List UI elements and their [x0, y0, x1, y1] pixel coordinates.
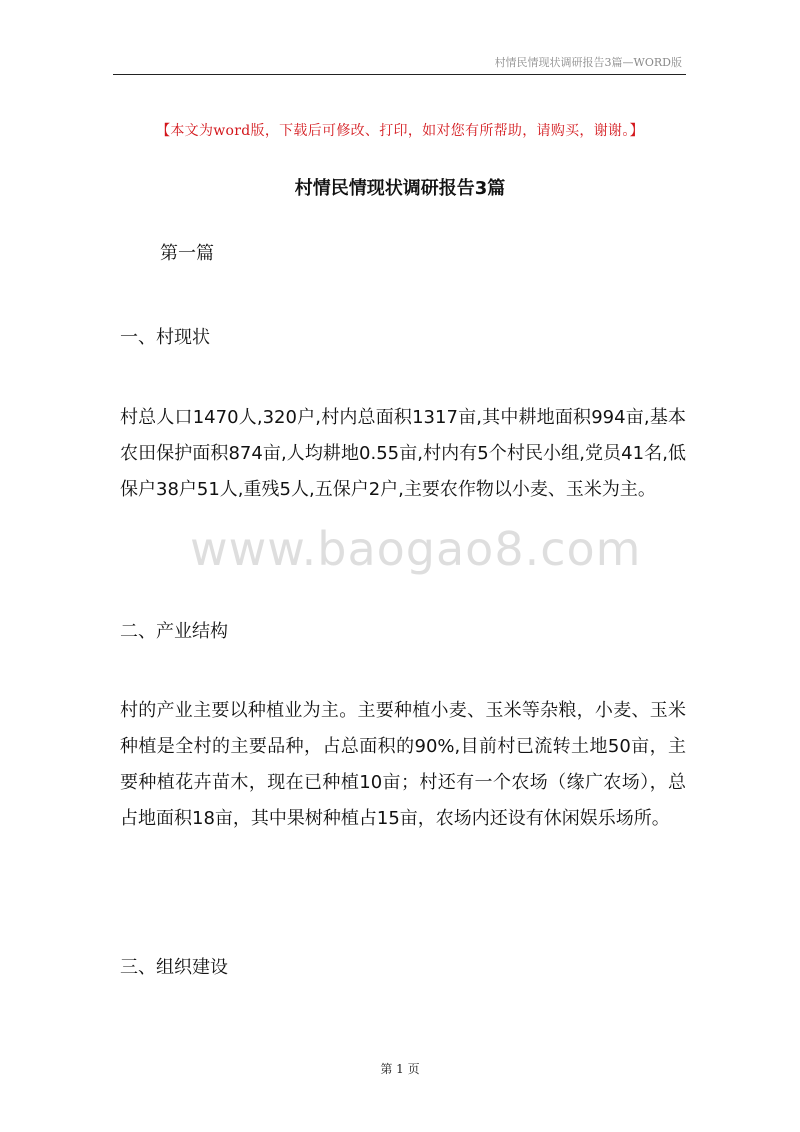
header-divider — [113, 74, 686, 75]
section-paragraph-1: 村总人口1470人,320户,村内总面积1317亩,其中耕地面积994亩,基本农田保护面积874亩,人均耕地0.55亩,村内有5个村民小组,党员41名,低保户38户51人,重残5人,五保户2户,主要农作物以小麦、玉米为主。 — [120, 407, 686, 500]
document-title: 村情民情现状调研报告3篇 — [294, 178, 506, 199]
page-number: 第 1 页 — [380, 1062, 420, 1076]
purchase-notice: 【本文为word版，下载后可修改、打印，如对您有所帮助，请购买，谢谢。】 — [156, 123, 644, 139]
section-heading-3: 三、组织建设 — [120, 957, 228, 978]
running-header: 村情民情现状调研报告3篇—WORD版 — [494, 56, 682, 69]
section-paragraph-2: 村的产业主要以种植业为主。主要种植小麦、玉米等杂粮，小麦、玉米种植是全村的主要品种，占总面积的90%,目前村已流转土地50亩，主要种植花卉苗木，现在已种植10亩；村还有一个农场（缘广农场），总占地面积18亩，其中果树种植占15亩，农场内还设有休闲娱乐场所。 — [120, 700, 686, 829]
section-heading-2: 二、产业结构 — [120, 621, 228, 642]
watermark: www.baogao8.com — [190, 522, 642, 576]
section-heading-1: 一、村现状 — [120, 327, 210, 348]
part-label: 第一篇 — [160, 243, 214, 264]
